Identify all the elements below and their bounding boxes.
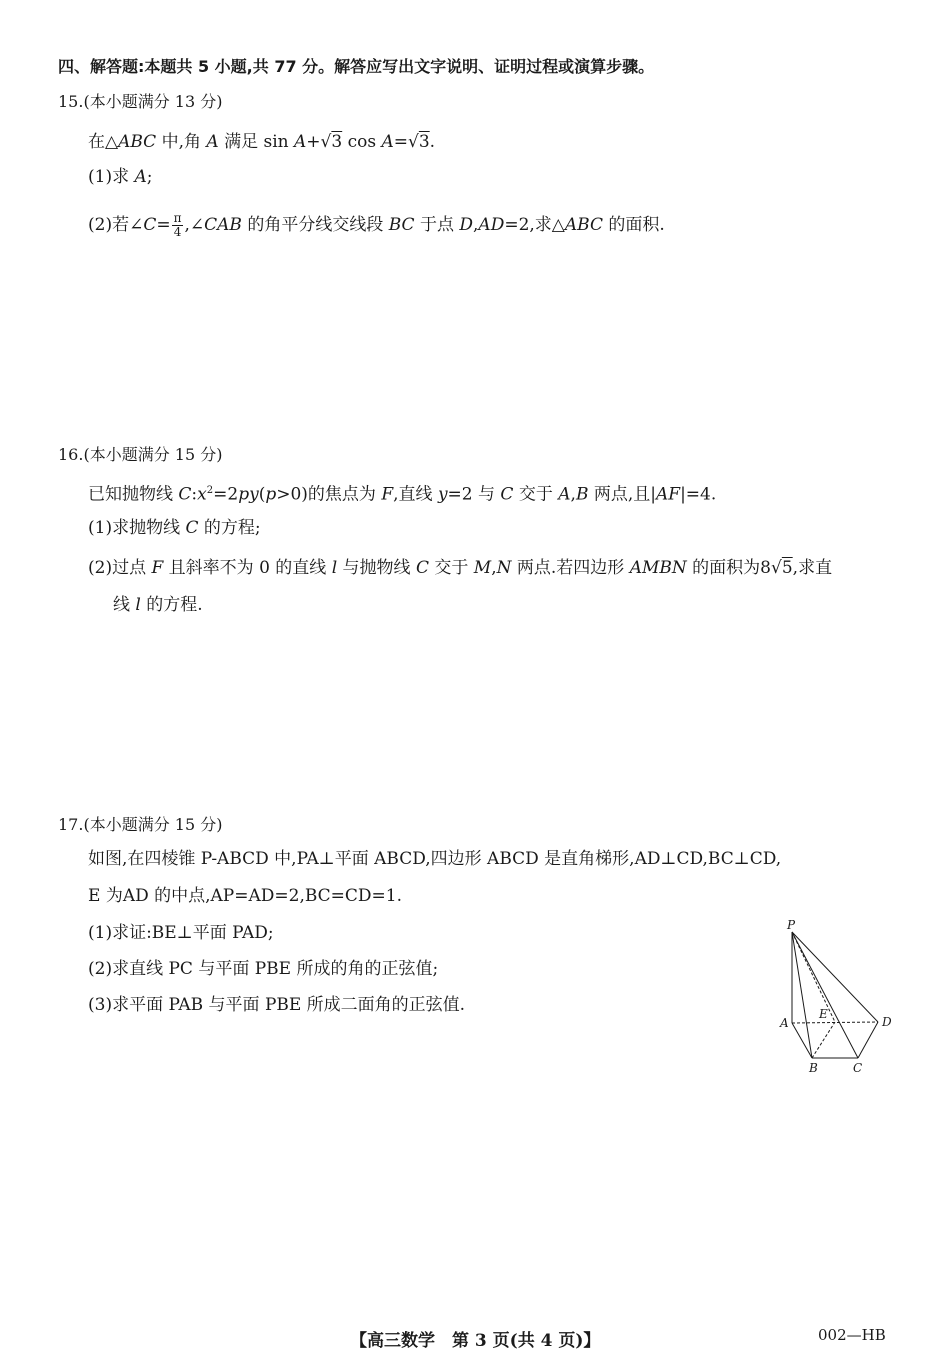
label-E: E	[819, 1007, 828, 1021]
q16-part2-continued: 线 l 的方程.	[113, 595, 203, 615]
edge-BE	[812, 1022, 835, 1058]
label-P: P	[787, 918, 796, 932]
q17-part3: (3)求平面 PAB 与平面 PBE 所成二面角的正弦值.	[88, 995, 466, 1015]
section-title: 四、解答题:本题共 5 小题,共 77 分。解答应写出文字说明、证明过程或演算步骤。	[58, 57, 655, 76]
footer-code: 002—HB	[818, 1326, 886, 1344]
edge-PE	[792, 932, 835, 1022]
pi-over-4-fraction: $\frac{\pi}{4}$	[173, 211, 182, 239]
q16-part1: (1)求抛物线 C 的方程;	[88, 518, 261, 538]
label-C: C	[853, 1061, 863, 1075]
q17-stem-line2: E 为AD 的中点,AP=AD=2,BC=CD=1.	[88, 886, 403, 906]
label-B: B	[809, 1061, 818, 1075]
q16-header: 16.(本小题满分 15 分)	[58, 445, 223, 464]
q15-header: 15.(本小题满分 13 分)	[58, 92, 223, 111]
label-A: A	[780, 1016, 789, 1030]
q17-header: 17.(本小题满分 15 分)	[58, 815, 223, 834]
q15-part2: (2)若∠C= $\frac{\pi}{4}$ ,∠CAB 的角平分线交线段 BC 于点 D,AD=2,求△ABC 的面积.	[88, 211, 665, 239]
edge-PD	[792, 932, 878, 1022]
q15-part1: (1)求 A;	[88, 167, 153, 187]
q16-stem: 已知抛物线 $C:x^2=2py(p>0)$的焦点为 F,直线 y=2 与 C 交于 A,B 两点,且|AF|=4.	[88, 484, 717, 505]
label-D: D	[882, 1015, 892, 1029]
q17-stem-line1: 如图,在四棱锥 P-ABCD 中,PA⊥平面 ABCD,四边形 ABCD 是直角梯形,AD⊥CD,BC⊥CD,	[88, 849, 782, 869]
q17-part1: (1)求证:BE⊥平面 PAD;	[88, 923, 274, 943]
edge-CD	[858, 1022, 878, 1058]
q17-part2: (2)求直线 PC 与平面 PBE 所成的角的正弦值;	[88, 959, 439, 979]
q16-part2: (2)过点 F 且斜率不为 0 的直线 l 与抛物线 C 交于 M,N 两点.若四边形 AMBN 的面积为8√5,求直	[88, 558, 833, 578]
q15-stem: 在△ABC 中,角 A 满足 sin A+√3 cos A=√3.	[88, 132, 436, 152]
page-footer: 【高三数学 第 3 页(共 4 页)】	[350, 1331, 601, 1351]
pyramid-figure	[778, 918, 898, 1078]
